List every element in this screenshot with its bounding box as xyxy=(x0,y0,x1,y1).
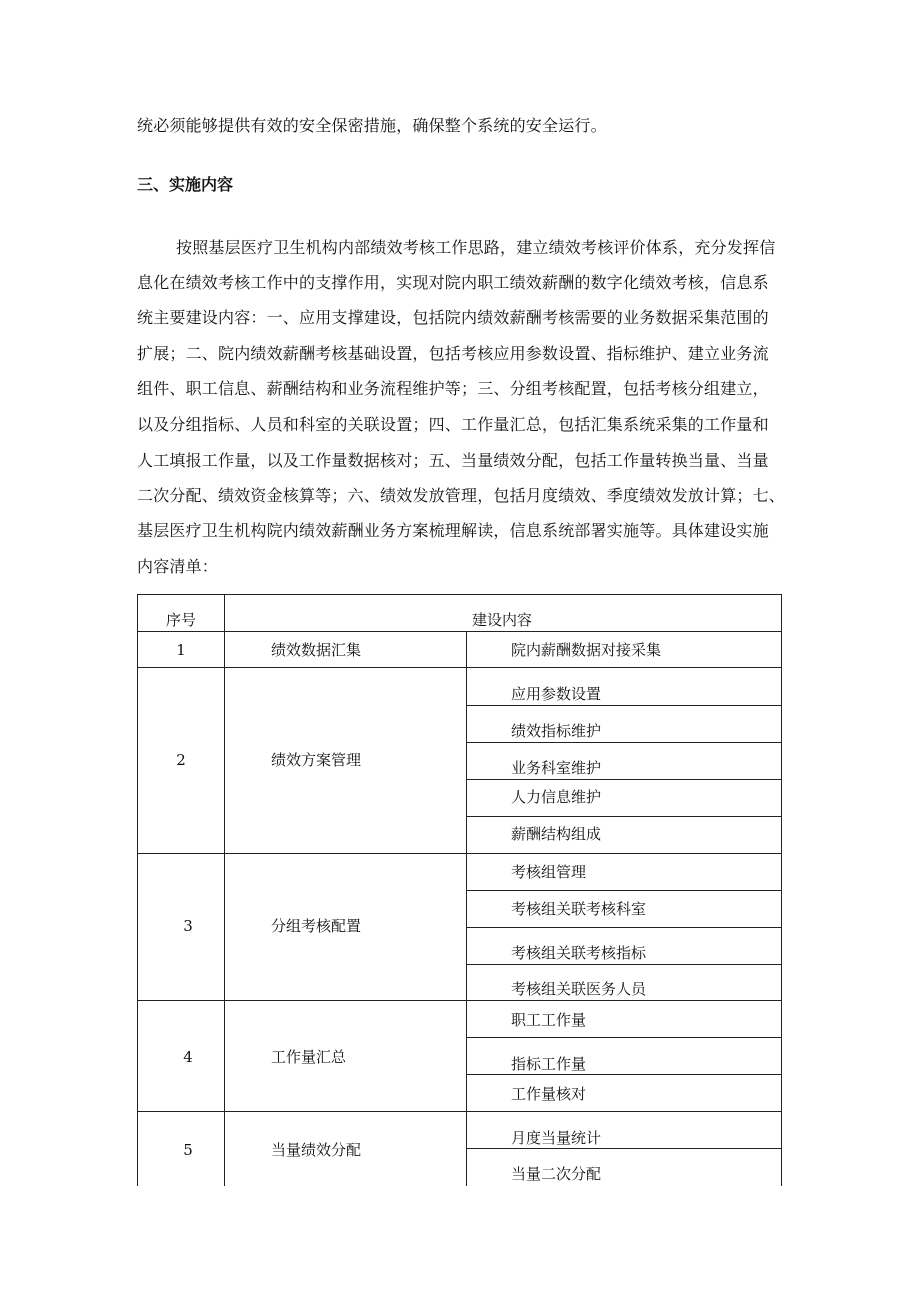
paragraph-line: 人工填报工作量，以及工作量数据核对；五、当量绩效分配，包括工作量转换当量、当量 xyxy=(137,451,769,470)
table-rule xyxy=(137,594,781,595)
paragraph-line: 内容清单： xyxy=(137,557,219,576)
table-rule xyxy=(466,816,781,817)
row-module: 分组考核配置 xyxy=(271,917,362,935)
table-rule xyxy=(466,1074,781,1075)
table-rule xyxy=(466,927,781,928)
table-rule xyxy=(224,594,225,1186)
row-item: 考核组管理 xyxy=(511,863,587,881)
row-item: 职工工作量 xyxy=(511,1011,587,1029)
row-seq: 4 xyxy=(183,1048,193,1066)
row-module: 当量绩效分配 xyxy=(271,1141,362,1159)
row-seq: 3 xyxy=(183,917,193,935)
paragraph-line: 扩展；二、院内绩效薪酬考核基础设置，包括考核应用参数设置、指标维护、建立业务流 xyxy=(137,344,769,363)
row-item: 应用参数设置 xyxy=(511,685,602,703)
paragraph-line: 息化在绩效考核工作中的支撑作用，实现对院内职工绩效薪酬的数字化绩效考核，信息系 xyxy=(137,273,769,292)
row-item: 月度当量统计 xyxy=(511,1129,602,1147)
row-item: 考核组关联考核指标 xyxy=(511,944,647,962)
row-module: 绩效数据汇集 xyxy=(271,641,362,659)
paragraph-line: 按照基层医疗卫生机构内部绩效考核工作思路，建立绩效考核评价体系，充分发挥信 xyxy=(176,238,776,257)
table-rule xyxy=(137,667,781,668)
paragraph-line: 二次分配、绩效资金核算等；六、绩效发放管理，包括月度绩效、季度绩效发放计算；七、 xyxy=(137,486,786,505)
row-item: 业务科室维护 xyxy=(511,759,602,777)
row-item: 工作量核对 xyxy=(511,1085,587,1103)
header-seq: 序号 xyxy=(165,611,197,629)
row-item: 考核组关联考核科室 xyxy=(511,900,647,918)
row-item: 院内薪酬数据对接采集 xyxy=(511,641,662,659)
table-rule xyxy=(137,631,781,632)
row-item: 人力信息维护 xyxy=(511,788,602,806)
table-rule xyxy=(137,1000,781,1001)
row-module: 绩效方案管理 xyxy=(271,751,362,769)
row-item: 考核组关联医务人员 xyxy=(511,980,647,998)
section-heading: 三、实施内容 xyxy=(137,175,234,194)
row-item: 绩效指标维护 xyxy=(511,722,602,740)
table-rule xyxy=(466,742,781,743)
row-item: 当量二次分配 xyxy=(511,1165,602,1183)
table-rule xyxy=(466,631,467,1186)
table-rule xyxy=(781,594,782,1186)
row-module: 工作量汇总 xyxy=(271,1048,347,1066)
header-content: 建设内容 xyxy=(471,611,533,629)
table-rule xyxy=(137,1111,781,1112)
row-item: 指标工作量 xyxy=(511,1055,587,1073)
row-seq: 1 xyxy=(176,641,186,659)
table-rule xyxy=(466,1037,781,1038)
table-rule xyxy=(466,890,781,891)
intro-tail-line: 统必须能够提供有效的安全保密措施，确保整个系统的安全运行。 xyxy=(137,116,607,135)
paragraph-line: 基层医疗卫生机构院内绩效薪酬业务方案梳理解读，信息系统部署实施等。具体建设实施 xyxy=(137,521,769,540)
paragraph-line: 组件、职工信息、薪酬结构和业务流程维护等；三、分组考核配置，包括考核分组建立， xyxy=(137,379,769,398)
table-rule xyxy=(466,705,781,706)
table-rule xyxy=(466,1148,781,1149)
paragraph-line: 统主要建设内容：一、应用支撑建设，包括院内绩效薪酬考核需要的业务数据采集范围的 xyxy=(137,308,769,327)
row-seq: 2 xyxy=(176,751,186,769)
table-rule xyxy=(137,594,138,1186)
table-rule xyxy=(137,853,781,854)
row-item: 薪酬结构组成 xyxy=(511,825,602,843)
row-seq: 5 xyxy=(183,1141,193,1159)
table-rule xyxy=(466,964,781,965)
table-rule xyxy=(466,779,781,780)
paragraph-line: 以及分组指标、人员和科室的关联设置；四、工作量汇总，包括汇集系统采集的工作量和 xyxy=(137,415,769,434)
